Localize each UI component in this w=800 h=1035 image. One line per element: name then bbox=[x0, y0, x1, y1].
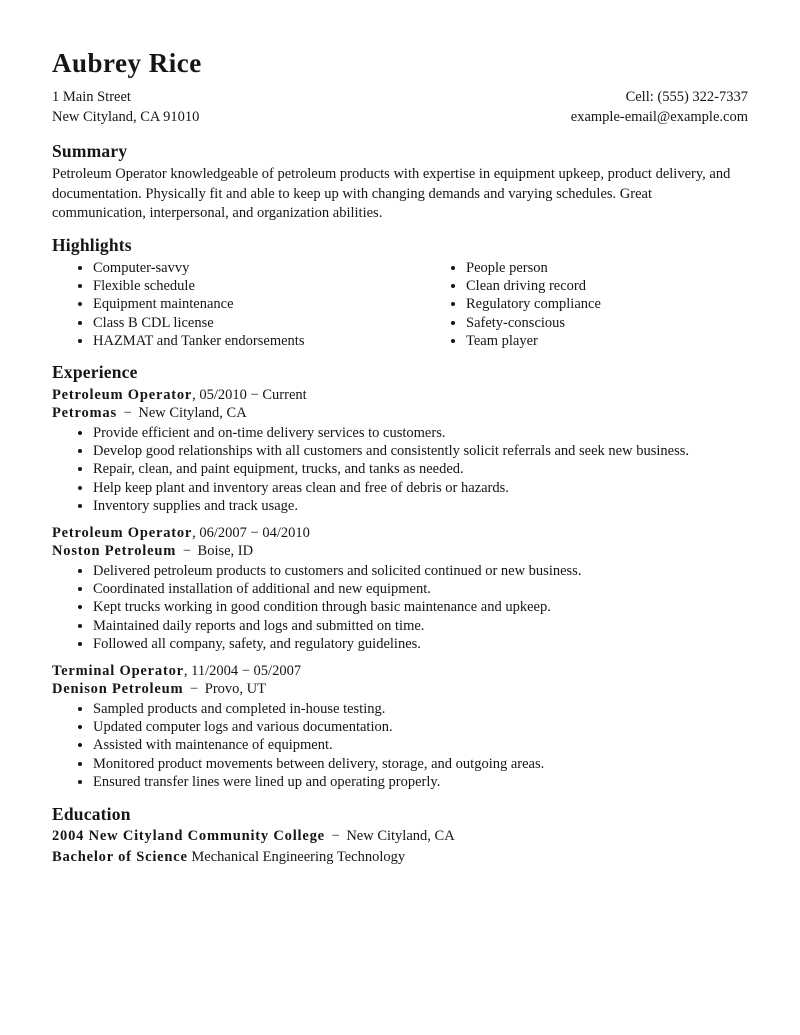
education-degree-line bbox=[52, 848, 748, 868]
highlight-item: • HAZMAT and Tanker endorsements bbox=[93, 332, 425, 350]
highlights-section bbox=[52, 235, 748, 351]
job-title-separator: , bbox=[192, 386, 200, 403]
job-bullet-item: • Ensured transfer lines were lined up and operating properly. bbox=[93, 773, 748, 791]
experience-section bbox=[52, 362, 748, 792]
job-bullet-item: • Updated computer logs and various documentation. bbox=[93, 718, 748, 736]
job-dates: 05/2010 − Current bbox=[199, 386, 307, 403]
job-dates: 11/2004 − 05/2007 bbox=[191, 662, 302, 679]
highlight-item: • Flexible schedule bbox=[93, 277, 425, 295]
job-title: Terminal Operator bbox=[52, 662, 184, 679]
highlights-columns bbox=[52, 259, 748, 351]
highlight-item: • People person bbox=[466, 259, 748, 277]
highlights-column-1 bbox=[52, 259, 425, 351]
education-field: Mechanical Engineering Technology bbox=[191, 849, 406, 866]
job-bullet-item: • Assisted with maintenance of equipment. bbox=[93, 736, 748, 754]
highlight-item: • Safety-conscious bbox=[466, 314, 748, 332]
contact-row bbox=[52, 87, 748, 127]
job-bullet-item: • Coordinated installation of additional and new equipment. bbox=[93, 580, 748, 598]
job-bullets bbox=[52, 562, 748, 654]
job-title: Petroleum Operator bbox=[52, 386, 193, 403]
job-bullet-item: • Inventory supplies and track usage. bbox=[93, 497, 748, 515]
job-title-line bbox=[52, 524, 748, 543]
highlight-item: • Equipment maintenance bbox=[93, 295, 425, 313]
job-title-separator: , bbox=[192, 524, 200, 541]
header bbox=[52, 46, 748, 127]
job-company-line bbox=[52, 542, 748, 561]
job-location: Boise, ID bbox=[197, 543, 254, 560]
job-dash-separator: − bbox=[182, 543, 191, 560]
education-dash-separator: − bbox=[331, 827, 340, 844]
job-dates: 06/2007 − 04/2010 bbox=[199, 524, 310, 541]
job-title: Petroleum Operator bbox=[52, 524, 193, 541]
job-bullet-item: • Help keep plant and inventory areas clean and free of debris or hazards. bbox=[93, 479, 748, 497]
job-bullets bbox=[52, 424, 748, 516]
job-company-line bbox=[52, 404, 748, 423]
job-entry bbox=[52, 386, 748, 516]
candidate-name: Aubrey Rice bbox=[52, 48, 202, 78]
address-line-2: New Cityland, CA 91010 bbox=[52, 109, 200, 125]
job-company: Petromas bbox=[52, 405, 117, 422]
address-line-1: 1 Main Street bbox=[52, 89, 131, 105]
highlights-heading: Highlights bbox=[52, 234, 132, 255]
highlight-item: • Team player bbox=[466, 332, 748, 350]
job-dash-separator: − bbox=[189, 681, 199, 698]
job-bullet-item: • Provide efficient and on-time delivery services to customers. bbox=[93, 424, 748, 442]
job-company: Denison Petroleum bbox=[52, 681, 184, 698]
job-bullet-item: • Delivered petroleum products to customers and solicited continued or new business. bbox=[93, 562, 748, 580]
jobs-list bbox=[52, 386, 748, 792]
job-dash-separator: − bbox=[123, 405, 132, 422]
highlight-item: • Clean driving record bbox=[466, 277, 748, 295]
job-company-line bbox=[52, 680, 748, 699]
job-title-line bbox=[52, 662, 748, 681]
education-degree: Bachelor of Science bbox=[52, 849, 188, 866]
highlight-item: • Computer-savvy bbox=[93, 259, 425, 277]
job-bullets bbox=[52, 700, 748, 792]
address-block bbox=[52, 87, 199, 127]
job-bullet-item: • Sampled products and completed in-house testing. bbox=[93, 700, 748, 718]
job-bullet-item: • Followed all company, safety, and regulatory guidelines. bbox=[93, 635, 748, 653]
job-title-separator: , bbox=[183, 662, 192, 679]
highlight-item: • Class B CDL license bbox=[93, 314, 425, 332]
job-entry bbox=[52, 662, 748, 792]
job-location: Provo, UT bbox=[204, 681, 267, 698]
education-section bbox=[52, 804, 748, 868]
job-bullet-item: • Maintained daily reports and logs and submitted on time. bbox=[93, 617, 748, 635]
education-location: New Cityland, CA bbox=[346, 827, 455, 844]
job-location: New Cityland, CA bbox=[138, 405, 247, 422]
summary-text: Petroleum Operator knowledgeable of petroleum products with expertise in equipment upkeep, product delivery, and documentation. Physically fit and able to keep up with changing demands and varying schedules. Great communication, interpersonal, and organization abilities. bbox=[52, 166, 731, 221]
job-title-line bbox=[52, 386, 748, 405]
email-address: example-email@example.com bbox=[570, 109, 748, 125]
education-school: 2004 New Cityland Community College bbox=[52, 827, 325, 844]
highlight-item: • Regulatory compliance bbox=[466, 295, 748, 313]
education-school-line bbox=[52, 827, 748, 847]
job-bullet-item: • Kept trucks working in good condition through basic maintenance and upkeep. bbox=[93, 598, 748, 616]
job-bullet-item: • Develop good relationships with all customers and consistently solicit referrals and seek new business. bbox=[93, 442, 748, 460]
job-entry bbox=[52, 524, 748, 654]
job-bullet-item: • Repair, clean, and paint equipment, trucks, and tanks as needed. bbox=[93, 460, 748, 478]
summary-section bbox=[52, 141, 748, 224]
experience-heading: Experience bbox=[52, 361, 138, 382]
job-bullet-item: • Monitored product movements between delivery, storage, and outgoing areas. bbox=[93, 755, 748, 773]
cell-number: Cell: (555) 322-7337 bbox=[625, 89, 748, 105]
summary-heading: Summary bbox=[52, 141, 128, 161]
highlights-column-2 bbox=[425, 259, 748, 351]
education-heading: Education bbox=[52, 803, 131, 824]
contact-block bbox=[571, 87, 748, 127]
job-company: Noston Petroleum bbox=[52, 543, 177, 560]
